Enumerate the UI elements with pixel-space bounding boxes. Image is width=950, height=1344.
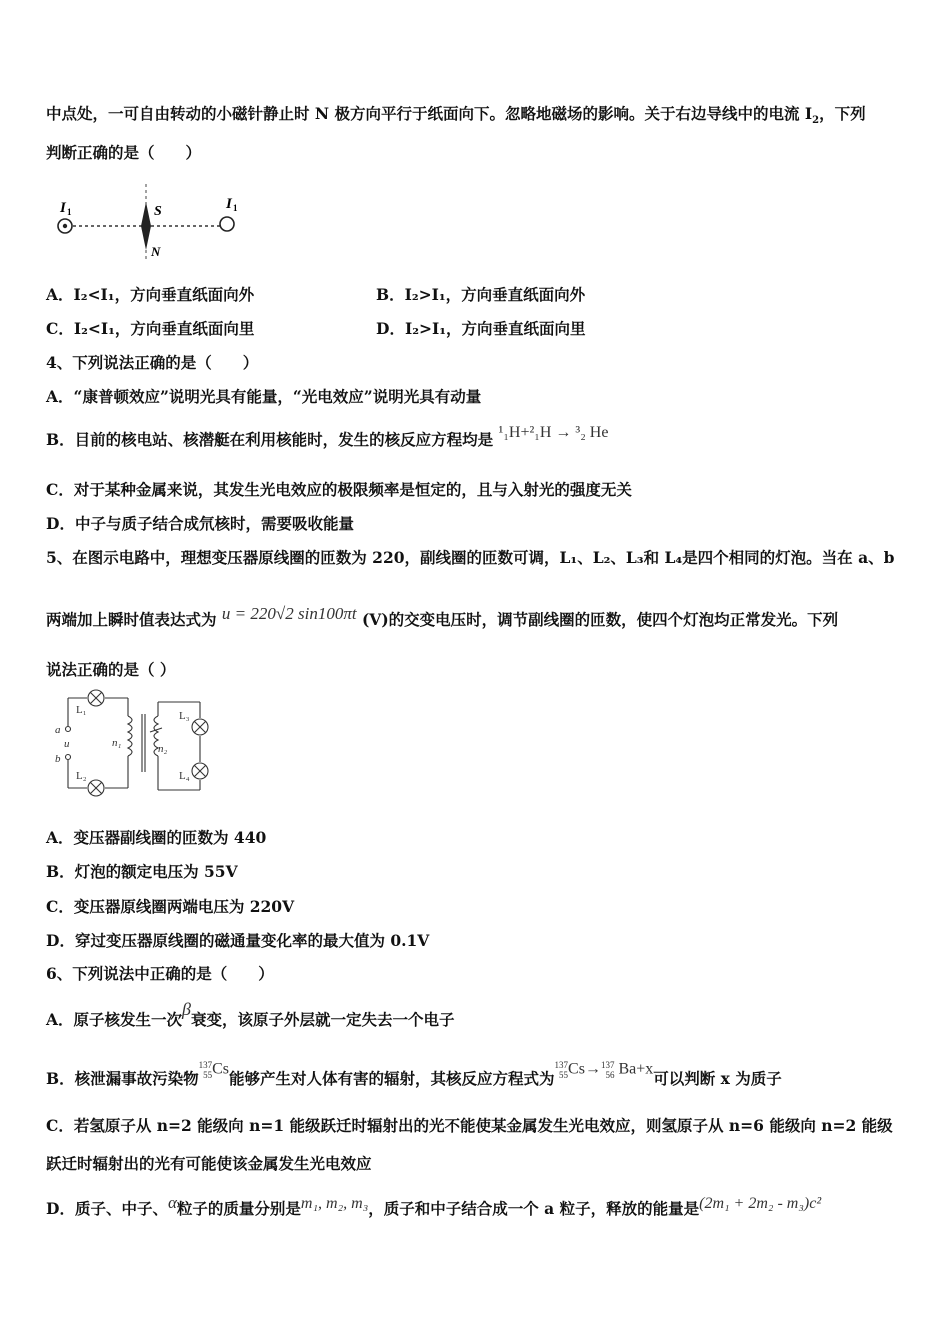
- q6-option-a-pre: A．原子核发生一次: [46, 1010, 183, 1029]
- q5-terminal-b-icon: [66, 755, 71, 760]
- q3-stem-line1-tail: ，下列: [819, 104, 866, 123]
- q6-option-a-post: 衰变，该原子外层就一定失去一个电子: [191, 1010, 455, 1029]
- q5-voltage-formula: u = 220√2 sin100πt: [221, 604, 357, 623]
- q3-option-d-text: I₂>I₁，方向垂直纸面向里: [404, 319, 586, 338]
- q5-label-L4: L₄: [179, 770, 190, 782]
- q5-label-L3: L₃: [179, 710, 190, 722]
- q6-masses: m₁, m₂, m₃: [300, 1195, 369, 1212]
- q6-option-b: [46, 1060, 782, 1090]
- q5-label-u: u: [64, 738, 70, 750]
- q6-option-d-mid2: ，质子和中子结合成一个 a 粒子，释放的能量是: [368, 1199, 700, 1218]
- q6-isotope-cs-1: [199, 1060, 229, 1080]
- q6-cs1-mass: 137: [198, 1060, 213, 1070]
- q5-primary-coil-icon: [128, 716, 132, 756]
- q6-option-b-mid: 能够产生对人体有害的辐射，其核反应方程式为: [229, 1069, 555, 1088]
- q6-option-b-pre: B．核泄漏事故污染物: [46, 1069, 199, 1088]
- q6-eq-cs-z: 55: [559, 1070, 569, 1080]
- q6-cs1-symbol: Cs: [212, 1060, 230, 1078]
- q5-option-d: D．穿过变压器原线圈的磁通量变化率的最大值为 0.1V: [46, 931, 430, 950]
- q5-label-L1: L₁: [76, 704, 87, 716]
- q4-option-a: A．“康普顿效应”说明光具有能量，“光电效应”说明光具有动量: [46, 387, 482, 406]
- q5-label-b: b: [55, 753, 61, 765]
- q6-beta-symbol: β: [182, 999, 191, 1019]
- q6-option-d: [46, 1193, 822, 1219]
- q4-option-d: D．中子与质子结合成氘核时，需要吸收能量: [46, 514, 354, 533]
- q4-option-b: [46, 424, 609, 450]
- q3-fig-south-label: S: [154, 204, 162, 219]
- q3-fig-left-sub: 1: [67, 207, 72, 217]
- q3-right-wire-icon: [220, 217, 234, 231]
- q3-option-b: [376, 283, 585, 305]
- q3-option-a-label: A．: [46, 285, 74, 304]
- q3-compass-needle-icon: [141, 202, 151, 250]
- q6-eq-cs-mass: 137: [554, 1060, 569, 1070]
- q5-option-a: A．变压器副线圈的匝数为 440: [46, 828, 267, 847]
- q4-stem: 4、下列说法正确的是（ ）: [46, 353, 259, 372]
- q3-stem-line1: [46, 102, 866, 126]
- q6-option-a: [46, 999, 455, 1030]
- q5-option-b: B．灯泡的额定电压为 55V: [46, 862, 238, 881]
- q6-option-b-post: 可以判断 x 为质子: [653, 1069, 782, 1088]
- q3-option-d: [376, 317, 586, 339]
- q6-reaction-equation: [555, 1060, 654, 1080]
- q6-energy-formula: (2m₁ + 2m₂ - m₃)c²: [699, 1195, 822, 1212]
- q5-label-a: a: [55, 724, 61, 736]
- q3-magnetic-figure: [50, 182, 250, 264]
- q3-option-c-text: I₂<I₁，方向垂直纸面向里: [73, 319, 255, 338]
- q3-left-wire-dot-icon: [63, 224, 67, 228]
- q3-option-a-text: I₂<I₁，方向垂直纸面向外: [73, 285, 255, 304]
- q6-eq-arrow: →: [584, 1060, 601, 1078]
- q5-option-c: C．变压器原线圈两端电压为 220V: [46, 897, 295, 916]
- q3-option-a: [46, 283, 254, 305]
- q3-stem-line1-text: 中点处，一可自由转动的小磁针静止时 N 极方向平行于纸面向下。忽略地磁场的影响。关于右边导线中的电流 I: [46, 104, 813, 123]
- q3-option-b-label: B．: [376, 285, 405, 304]
- q6-option-c-line1: C．若氢原子从 n=2 能级向 n=1 能级跃迁时辐射出的光不能使某金属发生光电效应，则氢原子从 n=6 能级向 n=2 能级: [46, 1116, 893, 1135]
- q5-stem-line3: 说法正确的是（ ）: [46, 660, 176, 679]
- q3-stem-line1-sub: 2: [812, 115, 820, 127]
- q3-stem-line2: 判断正确的是（ ）: [46, 143, 202, 162]
- q6-option-c-line2: 跃迁时辐射出的光有可能使该金属发生光电效应: [46, 1154, 372, 1173]
- q3-fig-left-I: I: [60, 200, 66, 216]
- q5-circuit-figure: [50, 686, 220, 800]
- q4-option-b-formula: ¹₁H+²₁H → ³₂ He: [498, 424, 609, 441]
- q3-option-c: [46, 317, 254, 339]
- q3-option-d-label: D．: [376, 319, 405, 338]
- q6-eq-product: Ba+x: [618, 1060, 654, 1078]
- q6-option-d-mid: 粒子的质量分别是: [176, 1199, 301, 1218]
- q5-terminal-a-icon: [66, 727, 71, 732]
- q5-stem-line1: 5、在图示电路中，理想变压器原线圈的匝数为 220，副线圈的匝数可调，L₁、L₂、L₃和 L₄是四个相同的灯泡。当在 a、b: [46, 548, 895, 567]
- q4-option-b-text: B．目前的核电站、核潜艇在利用核能时，发生的核反应方程均是: [46, 430, 494, 449]
- q6-alpha-symbol: α: [167, 1193, 177, 1212]
- q6-eq-ba-z: 56: [605, 1070, 615, 1080]
- q6-eq-cs-symbol: Cs: [568, 1060, 585, 1078]
- q5-stem-line2-post: (V)的交变电压时，调节副线圈的匝数，使四个灯泡均正常发光。下列: [361, 610, 839, 629]
- q6-stem: 6、下列说法中正确的是（ ）: [46, 964, 274, 983]
- q4-option-c: C．对于某种金属来说，其发生光电效应的极限频率是恒定的，且与入射光的强度无关: [46, 480, 632, 499]
- q5-label-n1: n₁: [112, 737, 122, 749]
- q5-label-L2: L₂: [76, 770, 87, 782]
- q3-fig-north-label: N: [151, 244, 161, 259]
- q3-fig-right-sub: 1: [233, 203, 238, 213]
- q6-eq-ba-mass: 137: [600, 1060, 615, 1070]
- q6-cs1-z: 55: [203, 1070, 213, 1080]
- q5-stem-line2-pre: 两端加上瞬时值表达式为: [46, 610, 217, 629]
- q5-label-n2: n₂: [158, 743, 168, 755]
- q3-option-b-text: I₂>I₁，方向垂直纸面向外: [404, 285, 586, 304]
- q3-fig-right-I: I: [226, 196, 232, 212]
- q6-option-d-pre: D．质子、中子、: [46, 1199, 168, 1218]
- q5-stem-line2: [46, 604, 839, 630]
- q3-option-c-label: C．: [46, 319, 74, 338]
